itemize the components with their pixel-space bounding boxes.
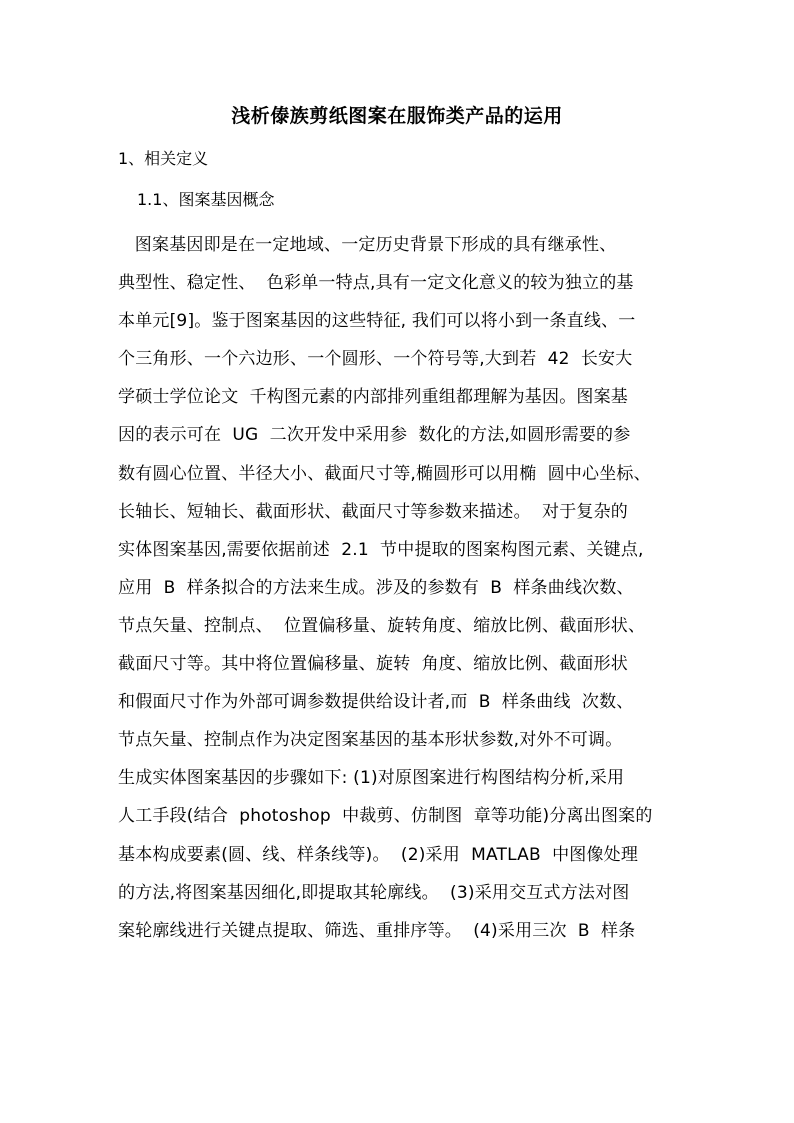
paragraph-line: 基本构成要素(圆、线、样条线等)。 (2)采用 MATLAB 中图像处理 [118,844,639,865]
paragraph-line: 图案基因即是在一定地域、一定历史背景下形成的具有继承性、 [118,235,617,255]
paragraph-line: 和假面尺寸作为外部可调参数提供给设计者,而 B 样条曲线 次数、 [118,692,634,713]
paragraph-line: 个三角形、一个六边形、一个圆形、一个符号等,大到若 42 长安大 [118,349,633,370]
paragraph-line: 生成实体图案基因的步骤如下: (1)对原图案进行构图结构分析,采用 [118,768,625,789]
paragraph-line: 实体图案基因,需要依据前述 2.1 节中提取的图案构图元素、关键点, [118,539,644,560]
paragraph-line: 截面尺寸等。其中将位置偏移量、旋转 角度、缩放比例、截面形状 [118,654,629,675]
paragraph-line: 典型性、稳定性、 色彩单一特点,具有一定文化意义的较为独立的基 [118,273,634,294]
body-paragraph [118,226,678,950]
paragraph-line: 节点矢量、控制点、 位置偏移量、旋转角度、缩放比例、截面形状、 [118,615,646,636]
paragraph-line: 案轮廓线进行关键点提取、筛选、重排序等。 (4)采用三次 B 样条 [118,920,636,941]
paragraph-line: 数有圆心位置、半径大小、截面尺寸等,椭圆形可以用椭 圆中心坐标、 [118,463,651,484]
paragraph-line: 长轴长、短轴长、截面形状、截面尺寸等参数来描述。 对于复杂的 [118,501,629,522]
paragraph-line: 人工手段(结合 photoshop 中裁剪、仿制图 章等功能)分离出图案的 [118,806,653,827]
paragraph-line: 学硕士学位论文 千构图元素的内部排列重组都理解为基因。图案基 [118,387,629,408]
paragraph-line: 因的表示可在 UG 二次开发中采用参 数化的方法,如圆形需要的参 [118,425,631,446]
paragraph-line: 节点矢量、控制点作为决定图案基因的基本形状参数,对外不可调。 [118,730,623,751]
paragraph-line: 的方法,将图案基因细化,即提取其轮廓线。 (3)采用交互式方法对图 [118,882,630,903]
paragraph-line: 应用 B 样条拟合的方法来生成。涉及的参数有 B 样条曲线次数、 [118,577,634,598]
section-heading: 1、相关定义 [118,149,209,168]
paragraph-line: 本单元[9]。鉴于图案基因的这些特征, 我们可以将小到一条直线、一 [118,311,636,332]
document-title: 浅析傣族剪纸图案在服饰类产品的运用 [231,105,563,127]
subsection-heading: 1.1、图案基因概念 [137,190,275,209]
